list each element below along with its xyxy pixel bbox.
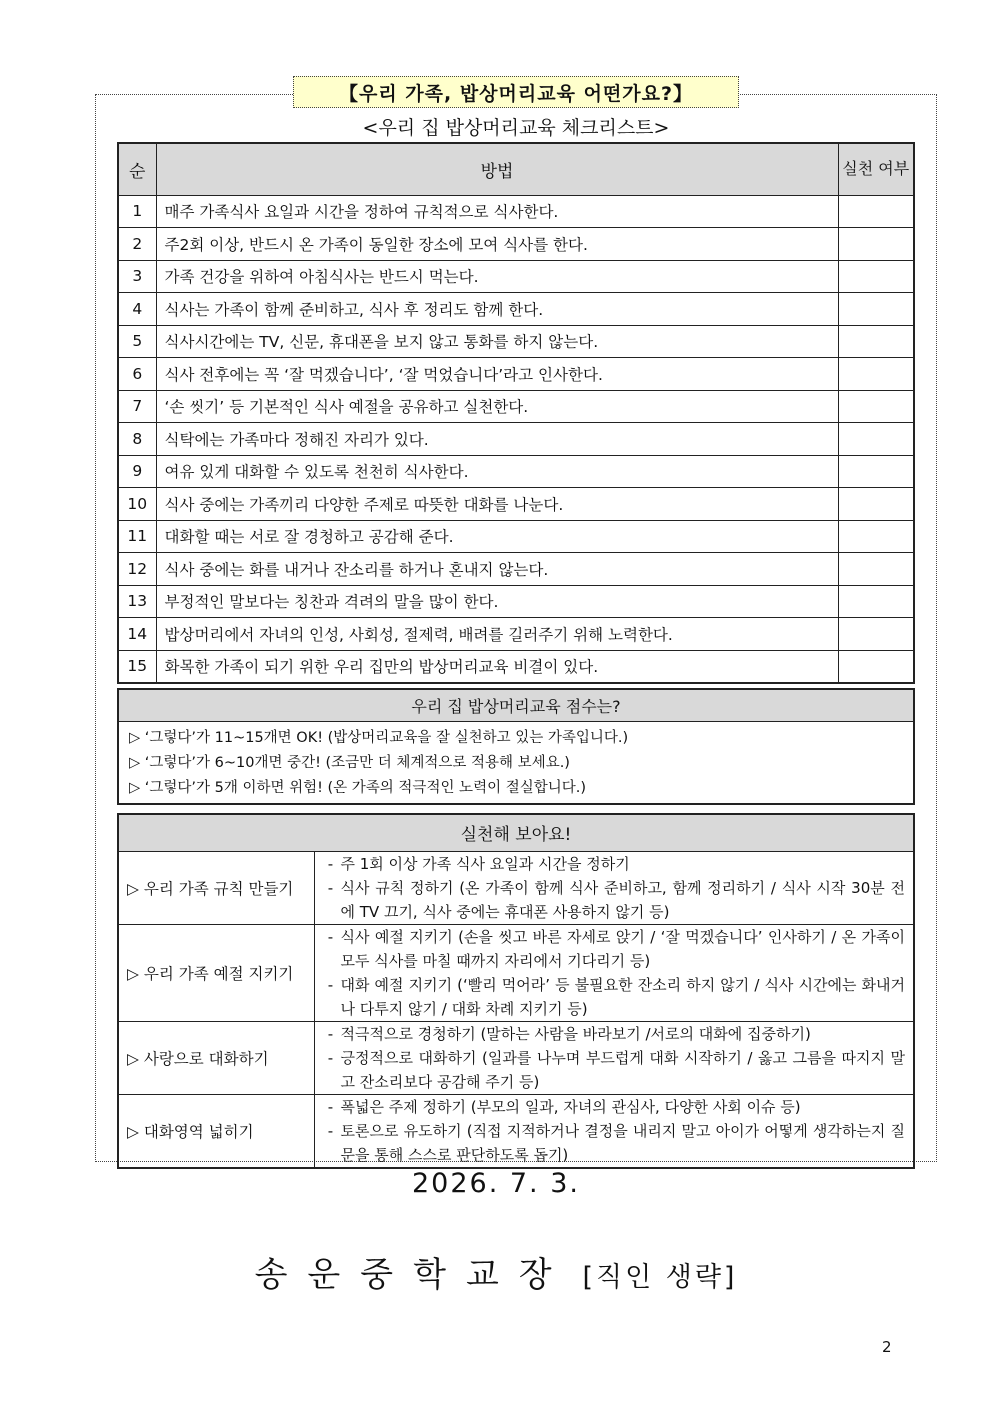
practice-row bbox=[118, 1094, 914, 1168]
row-method: 식사 전후에는 꼭 ‘잘 먹겠습니다’, ‘잘 먹었습니다’라고 인사한다. bbox=[156, 358, 838, 391]
check-cell[interactable] bbox=[838, 423, 914, 456]
score-title: 우리 집 밥상머리교육 점수는? bbox=[119, 690, 913, 722]
check-cell[interactable] bbox=[838, 390, 914, 423]
check-cell[interactable] bbox=[838, 618, 914, 651]
checklist-row bbox=[118, 390, 914, 423]
practice-label: ▷ 우리 가족 예절 지키기 bbox=[118, 924, 314, 1021]
checklist-header-row bbox=[118, 143, 914, 195]
row-number: 2 bbox=[118, 228, 156, 261]
practice-item: - 적극적으로 경청하기 (말하는 사람을 바라보기 /서로의 대화에 집중하기) bbox=[321, 1022, 906, 1046]
practice-item-text: 주 1회 이상 가족 식사 요일과 시간을 정하기 bbox=[340, 854, 630, 873]
practice-item: - 대화 예절 지키기 (‘빨리 먹어라’ 등 불필요한 잔소리 하지 않기 / 식사 시간에는 화내거나 다투지 않기 / 대화 차례 지키기 등) bbox=[321, 973, 906, 1021]
row-number: 10 bbox=[118, 488, 156, 521]
checklist-row bbox=[118, 520, 914, 553]
row-number: 13 bbox=[118, 585, 156, 618]
checklist-table bbox=[117, 142, 915, 684]
check-cell[interactable] bbox=[838, 358, 914, 391]
row-method: 주2회 이상, 반드시 온 가족이 동일한 장소에 모여 식사를 한다. bbox=[156, 228, 838, 261]
practice-item-text: 적극적으로 경청하기 (말하는 사람을 바라보기 /서로의 대화에 집중하기) bbox=[340, 1024, 811, 1043]
row-method: 매주 가족식사 요일과 시간을 정하여 규칙적으로 식사한다. bbox=[156, 195, 838, 228]
practice-item-text: 토론으로 유도하기 (직접 지적하거나 결정을 내리지 말고 아이가 어떻게 생각하는지 질문을 통해 스스로 판단하도록 돕기) bbox=[340, 1121, 905, 1164]
checklist-row bbox=[118, 488, 914, 521]
row-number: 15 bbox=[118, 650, 156, 683]
stamp-omitted: [직인 생략] bbox=[582, 1262, 738, 1293]
row-number: 4 bbox=[118, 293, 156, 326]
checklist-row bbox=[118, 585, 914, 618]
row-number: 1 bbox=[118, 195, 156, 228]
row-number: 7 bbox=[118, 390, 156, 423]
row-number: 11 bbox=[118, 520, 156, 553]
score-line: ▷ ‘그렇다’가 6~10개면 중간! (조금만 더 체계적으로 적용해 보세요.) bbox=[129, 755, 570, 771]
practice-item-text: 긍정적으로 대화하기 (일과를 나누며 부드럽게 대화 시작하기 / 옳고 그름을 따지지 말고 잔소리보다 공감해 주기 등) bbox=[340, 1048, 905, 1091]
practice-label: ▷ 사랑으로 대화하기 bbox=[118, 1021, 314, 1094]
check-cell[interactable] bbox=[838, 488, 914, 521]
row-method: 가족 건강을 위하여 아침식사는 반드시 먹는다. bbox=[156, 260, 838, 293]
row-method: 부정적인 말보다는 칭찬과 격려의 말을 많이 한다. bbox=[156, 585, 838, 618]
practice-item: - 식사 규칙 정하기 (온 가족이 함께 식사 준비하고, 함께 정리하기 / 식사 시작 30분 전에 TV 끄기, 식사 중에는 휴대폰 사용하지 않기 등) bbox=[321, 876, 906, 924]
check-cell[interactable] bbox=[838, 520, 914, 553]
row-method: 화목한 가족이 되기 위한 우리 집만의 밥상머리교육 비결이 있다. bbox=[156, 650, 838, 683]
row-method: 식사 중에는 가족끼리 다양한 주제로 따뜻한 대화를 나눈다. bbox=[156, 488, 838, 521]
practice-title: 실천해 보아요! bbox=[118, 814, 914, 851]
document-title: 【우리 가족, 밥상머리교육 어떤가요?】 bbox=[293, 76, 739, 108]
practice-item: - 폭넓은 주제 정하기 (부모의 일과, 자녀의 관심사, 다양한 사회 이슈 등) bbox=[321, 1095, 906, 1119]
row-method: 식사는 가족이 함께 준비하고, 식사 후 정리도 함께 한다. bbox=[156, 293, 838, 326]
checklist-row bbox=[118, 195, 914, 228]
checklist-row bbox=[118, 455, 914, 488]
practice-items bbox=[314, 924, 914, 1021]
row-number: 3 bbox=[118, 260, 156, 293]
score-line: ▷ ‘그렇다’가 11~15개면 OK! (밥상머리교육을 잘 실천하고 있는 가족입니다.) bbox=[129, 730, 629, 746]
row-method: 식사시간에는 TV, 신문, 휴대폰을 보지 않고 통화를 하지 않는다. bbox=[156, 325, 838, 358]
signer-line bbox=[0, 1247, 992, 1296]
practice-label: ▷ 우리 가족 규칙 만들기 bbox=[118, 851, 314, 924]
practice-item-text: 식사 예절 지키기 (손을 씻고 바른 자세로 앉기 / ‘잘 먹겠습니다’ 인사하기 / 온 가족이 모두 식사를 마칠 때까지 자리에서 기다리기 등) bbox=[340, 927, 905, 970]
row-number: 12 bbox=[118, 553, 156, 586]
practice-row bbox=[118, 1021, 914, 1094]
row-method: ‘손 씻기’ 등 기본적인 식사 예절을 공유하고 실천한다. bbox=[156, 390, 838, 423]
checklist-row bbox=[118, 423, 914, 456]
practice-items bbox=[314, 1021, 914, 1094]
document-date: 2026. 7. 3. bbox=[412, 1168, 580, 1199]
check-cell[interactable] bbox=[838, 325, 914, 358]
practice-table bbox=[117, 813, 915, 1169]
page-number: 2 bbox=[882, 1338, 892, 1356]
row-number: 5 bbox=[118, 325, 156, 358]
row-number: 14 bbox=[118, 618, 156, 651]
checklist-row bbox=[118, 228, 914, 261]
practice-item: - 긍정적으로 대화하기 (일과를 나누며 부드럽게 대화 시작하기 / 옳고 그름을 따지지 말고 잔소리보다 공감해 주기 등) bbox=[321, 1046, 906, 1094]
check-cell[interactable] bbox=[838, 293, 914, 326]
practice-row bbox=[118, 851, 914, 924]
check-cell[interactable] bbox=[838, 228, 914, 261]
row-number: 9 bbox=[118, 455, 156, 488]
checklist-row bbox=[118, 553, 914, 586]
checklist-subtitle: <우리 집 밥상머리교육 체크리스트> bbox=[362, 117, 670, 139]
check-cell[interactable] bbox=[838, 650, 914, 683]
practice-item: - 식사 예절 지키기 (손을 씻고 바른 자세로 앉기 / ‘잘 먹겠습니다’ 인사하기 / 온 가족이 모두 식사를 마칠 때까지 자리에서 기다리기 등) bbox=[321, 925, 906, 973]
practice-item: - 주 1회 이상 가족 식사 요일과 시간을 정하기 bbox=[321, 852, 906, 876]
practice-item-text: 식사 규칙 정하기 (온 가족이 함께 식사 준비하고, 함께 정리하기 / 식사 시작 30분 전에 TV 끄기, 식사 중에는 휴대폰 사용하지 않기 등) bbox=[340, 878, 905, 921]
check-cell[interactable] bbox=[838, 553, 914, 586]
checklist-row bbox=[118, 293, 914, 326]
header-num: 순 bbox=[118, 143, 156, 195]
practice-item-text: 폭넓은 주제 정하기 (부모의 일과, 자녀의 관심사, 다양한 사회 이슈 등) bbox=[340, 1097, 801, 1116]
header-method: 방법 bbox=[156, 143, 838, 195]
score-box bbox=[117, 688, 915, 805]
practice-item-text: 대화 예절 지키기 (‘빨리 먹어라’ 등 불필요한 잔소리 하지 않기 / 식사 시간에는 화내거나 다투지 않기 / 대화 차례 지키기 등) bbox=[340, 975, 905, 1018]
practice-item: - 토론으로 유도하기 (직접 지적하거나 결정을 내리지 말고 아이가 어떻게 생각하는지 질문을 통해 스스로 판단하도록 돕기) bbox=[321, 1119, 906, 1167]
header-check: 실천 여부 bbox=[838, 143, 914, 195]
row-number: 6 bbox=[118, 358, 156, 391]
row-method: 대화할 때는 서로 잘 경청하고 공감해 준다. bbox=[156, 520, 838, 553]
score-line: ▷ ‘그렇다’가 5개 이하면 위험! (온 가족의 적극적인 노력이 절실합니다.) bbox=[129, 780, 586, 796]
check-cell[interactable] bbox=[838, 195, 914, 228]
checklist-row bbox=[118, 650, 914, 683]
signer-name: 송운중학교장 bbox=[254, 1255, 572, 1295]
check-cell[interactable] bbox=[838, 260, 914, 293]
practice-items bbox=[314, 1094, 914, 1168]
row-method: 밥상머리에서 자녀의 인성, 사회성, 절제력, 배려를 길러주기 위해 노력한다. bbox=[156, 618, 838, 651]
check-cell[interactable] bbox=[838, 585, 914, 618]
practice-label: ▷ 대화영역 넓히기 bbox=[118, 1094, 314, 1168]
checklist-row bbox=[118, 260, 914, 293]
row-number: 8 bbox=[118, 423, 156, 456]
practice-items bbox=[314, 851, 914, 924]
row-method: 식사 중에는 화를 내거나 잔소리를 하거나 혼내지 않는다. bbox=[156, 553, 838, 586]
check-cell[interactable] bbox=[838, 455, 914, 488]
checklist-row bbox=[118, 325, 914, 358]
checklist-row bbox=[118, 358, 914, 391]
checklist-row bbox=[118, 618, 914, 651]
practice-row bbox=[118, 924, 914, 1021]
row-method: 여유 있게 대화할 수 있도록 천천히 식사한다. bbox=[156, 455, 838, 488]
row-method: 식탁에는 가족마다 정해진 자리가 있다. bbox=[156, 423, 838, 456]
